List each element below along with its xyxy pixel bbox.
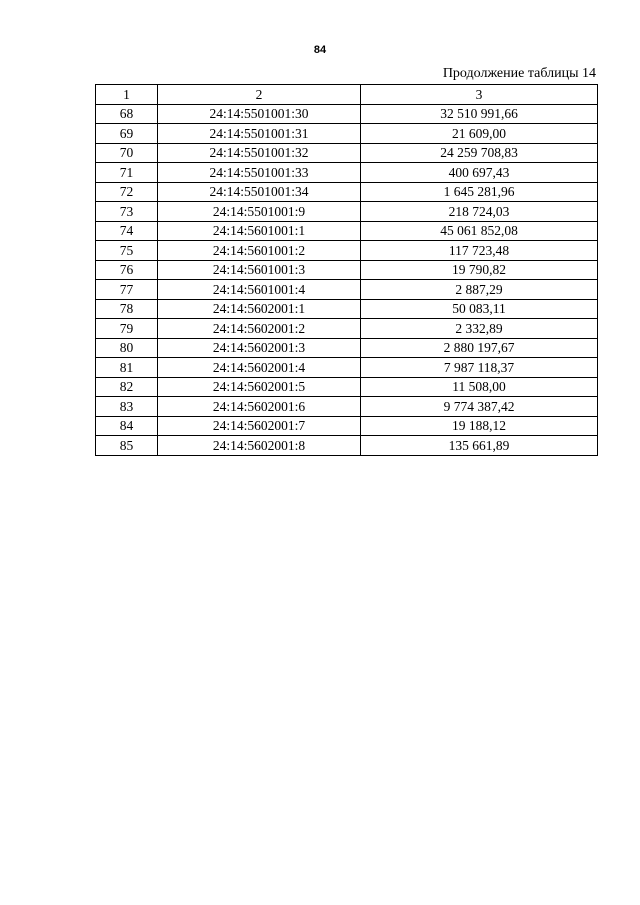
table-row xyxy=(96,436,598,456)
row-number-cell: 75 xyxy=(96,241,158,261)
value-cell: 19 188,12 xyxy=(361,416,598,436)
value-cell: 2 332,89 xyxy=(361,319,598,339)
table-header-row xyxy=(96,85,598,105)
row-number-cell: 73 xyxy=(96,202,158,222)
value-cell: 2 887,29 xyxy=(361,280,598,300)
table-row xyxy=(96,260,598,280)
table-row xyxy=(96,182,598,202)
value-cell: 218 724,03 xyxy=(361,202,598,222)
cadastral-number-cell: 24:14:5602001:8 xyxy=(158,436,361,456)
row-number-cell: 81 xyxy=(96,358,158,378)
row-number-cell: 80 xyxy=(96,338,158,358)
table-row xyxy=(96,299,598,319)
row-number-cell: 85 xyxy=(96,436,158,456)
value-cell: 11 508,00 xyxy=(361,377,598,397)
cadastral-number-cell: 24:14:5501001:33 xyxy=(158,163,361,183)
table-body xyxy=(96,104,598,455)
cadastral-number-cell: 24:14:5602001:3 xyxy=(158,338,361,358)
column-header: 2 xyxy=(158,85,361,105)
cadastral-number-cell: 24:14:5601001:2 xyxy=(158,241,361,261)
row-number-cell: 78 xyxy=(96,299,158,319)
row-number-cell: 77 xyxy=(96,280,158,300)
row-number-cell: 70 xyxy=(96,143,158,163)
table-row xyxy=(96,397,598,417)
value-cell: 21 609,00 xyxy=(361,124,598,144)
table-row xyxy=(96,338,598,358)
cadastral-number-cell: 24:14:5602001:1 xyxy=(158,299,361,319)
table-continuation-caption: Продолжение таблицы 14 xyxy=(442,66,596,81)
cadastral-number-cell: 24:14:5601001:3 xyxy=(158,260,361,280)
value-cell: 400 697,43 xyxy=(361,163,598,183)
value-cell: 19 790,82 xyxy=(361,260,598,280)
row-number-cell: 82 xyxy=(96,377,158,397)
table-row xyxy=(96,358,598,378)
table-row xyxy=(96,319,598,339)
table-row xyxy=(96,163,598,183)
cadastral-number-cell: 24:14:5602001:5 xyxy=(158,377,361,397)
table-row xyxy=(96,377,598,397)
cadastral-number-cell: 24:14:5602001:4 xyxy=(158,358,361,378)
value-cell: 45 061 852,08 xyxy=(361,221,598,241)
row-number-cell: 69 xyxy=(96,124,158,144)
cadastral-number-cell: 24:14:5501001:32 xyxy=(158,143,361,163)
table-row xyxy=(96,221,598,241)
value-cell: 7 987 118,37 xyxy=(361,358,598,378)
row-number-cell: 72 xyxy=(96,182,158,202)
row-number-cell: 79 xyxy=(96,319,158,339)
table-row xyxy=(96,416,598,436)
value-cell: 9 774 387,42 xyxy=(361,397,598,417)
page-number: 84 xyxy=(313,44,327,56)
row-number-cell: 83 xyxy=(96,397,158,417)
value-cell: 32 510 991,66 xyxy=(361,104,598,124)
value-cell: 1 645 281,96 xyxy=(361,182,598,202)
value-cell: 117 723,48 xyxy=(361,241,598,261)
cadastral-number-cell: 24:14:5501001:9 xyxy=(158,202,361,222)
cadastral-number-cell: 24:14:5501001:31 xyxy=(158,124,361,144)
value-cell: 50 083,11 xyxy=(361,299,598,319)
cadastral-number-cell: 24:14:5602001:2 xyxy=(158,319,361,339)
data-table xyxy=(95,84,598,456)
column-header: 1 xyxy=(96,85,158,105)
cadastral-number-cell: 24:14:5602001:7 xyxy=(158,416,361,436)
table-row xyxy=(96,104,598,124)
column-header: 3 xyxy=(361,85,598,105)
cadastral-number-cell: 24:14:5601001:4 xyxy=(158,280,361,300)
cadastral-number-cell: 24:14:5501001:34 xyxy=(158,182,361,202)
row-number-cell: 71 xyxy=(96,163,158,183)
table-row xyxy=(96,143,598,163)
value-cell: 135 661,89 xyxy=(361,436,598,456)
value-cell: 24 259 708,83 xyxy=(361,143,598,163)
row-number-cell: 84 xyxy=(96,416,158,436)
row-number-cell: 74 xyxy=(96,221,158,241)
row-number-cell: 76 xyxy=(96,260,158,280)
cadastral-number-cell: 24:14:5501001:30 xyxy=(158,104,361,124)
table-row xyxy=(96,202,598,222)
value-cell: 2 880 197,67 xyxy=(361,338,598,358)
cadastral-number-cell: 24:14:5601001:1 xyxy=(158,221,361,241)
table-row xyxy=(96,124,598,144)
table-row xyxy=(96,241,598,261)
cadastral-number-cell: 24:14:5602001:6 xyxy=(158,397,361,417)
table-row xyxy=(96,280,598,300)
row-number-cell: 68 xyxy=(96,104,158,124)
